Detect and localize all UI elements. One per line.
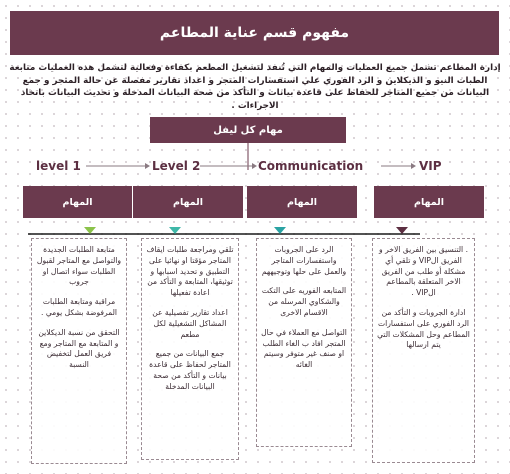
task-item: متابعة الطلبات الجديدة والتواصل مع المتاجر لقبول الطلبات سواء اتصال او جروب bbox=[36, 245, 122, 287]
tasks-column-level-2 bbox=[141, 238, 239, 460]
task-item: مراقبة ومتابعة الطلبات المرفوضة بشكل يومي . bbox=[41, 297, 117, 317]
level-arrow-1 bbox=[145, 163, 150, 169]
marker-3 bbox=[274, 227, 286, 234]
communication-label: Communication bbox=[258, 159, 364, 173]
tasks-tab-label: المهام bbox=[414, 196, 444, 208]
task-item: ادارة الجروبات و التأكد من الرد الفوري على استفسارات المطاعم وحل المشكلات التي يتم ارسالها bbox=[377, 307, 470, 350]
tasks-tab-label: المهام bbox=[287, 196, 317, 208]
level-2-label: Level 2 bbox=[152, 159, 201, 173]
task-item: المتابعه الفوريه على التكت والشكاوي المرسله من الاقسام الاخرى bbox=[261, 286, 347, 317]
task-item: . التنسيق بين الفريق الاخر و الفريق الVIP و تلقي أي مشكلة أو طلب من الفريق الاخر المتعلقة بالمطاعم الVIP . bbox=[379, 245, 468, 298]
tasks-tab-vip bbox=[374, 186, 484, 218]
task-item: تلقي ومراجعة طلبات ايقاف المتاجر مؤقتا او نهائيا على التطبيق و تحديد اسبابها و توثيقها، المتابعة و التأكد من اعادة تفعيلها bbox=[146, 245, 234, 298]
tasks-tab-communication bbox=[247, 186, 357, 218]
tasks-tab-label: المهام bbox=[62, 196, 93, 208]
tasks-tab-level-2 bbox=[133, 186, 243, 218]
task-item: التحقق من نسبة الديكلاين و المتابعة مع المتاجر ومع فريق العمل لتخفيض النسبة bbox=[38, 327, 120, 370]
level-tasks-label: مهام كل ليفل bbox=[213, 124, 283, 136]
intro-paragraph: إدارة المطاعم تشمل جميع العمليات والمهام التي تُنفذ لتشغيل المطعم بكفاءة وفعالية لتشمل هذه العمليات متابعة الطبات النيو و الديكلاين و الرد الفوري علي استفسارات المتجر و اعداد تقارير مفصلة عن حالة المتجر و جمع البيانات من جميع المتاجر للحفاظ على قاعدة بيانات و التأكد من صحة البيانات المدخلة و تحديث البيانات باتخاذ الاجراءات . bbox=[9, 63, 501, 111]
level-1-label: level 1 bbox=[36, 159, 81, 173]
task-item: اعداد تقارير تفصيلية عن المشاكل التشغيلية لكل مطعم bbox=[152, 307, 228, 339]
tasks-column-communication bbox=[256, 238, 352, 447]
marker-1 bbox=[84, 227, 96, 234]
marker-4 bbox=[396, 227, 408, 234]
marker-2 bbox=[169, 227, 181, 234]
tasks-tab-label: المهام bbox=[173, 196, 203, 208]
tasks-tab-level-1 bbox=[23, 186, 132, 218]
level-arrow-3 bbox=[411, 163, 416, 169]
task-item: التواصل مع العملاء في حال المتجر افاد ب الغاء الطلب او صنف غير متوفر وسيتم الغائه bbox=[261, 327, 347, 370]
tasks-column-vip bbox=[372, 238, 475, 463]
page-title: مفهوم قسم عناية المطاعم bbox=[159, 25, 350, 41]
task-item: الرد على الجروبات واستفسارات المتاجر والعمل على حلها وتوجيههم bbox=[261, 245, 347, 276]
vip-label: VIP bbox=[419, 159, 442, 173]
tasks-column-level-1 bbox=[31, 238, 127, 464]
level-arrow-2 bbox=[252, 163, 257, 169]
task-item: جمع البيانات من جميع المتاجر لحفاظ على قاعدة بيانات و التأكد من صحة البيانات المدخلة bbox=[149, 349, 231, 391]
